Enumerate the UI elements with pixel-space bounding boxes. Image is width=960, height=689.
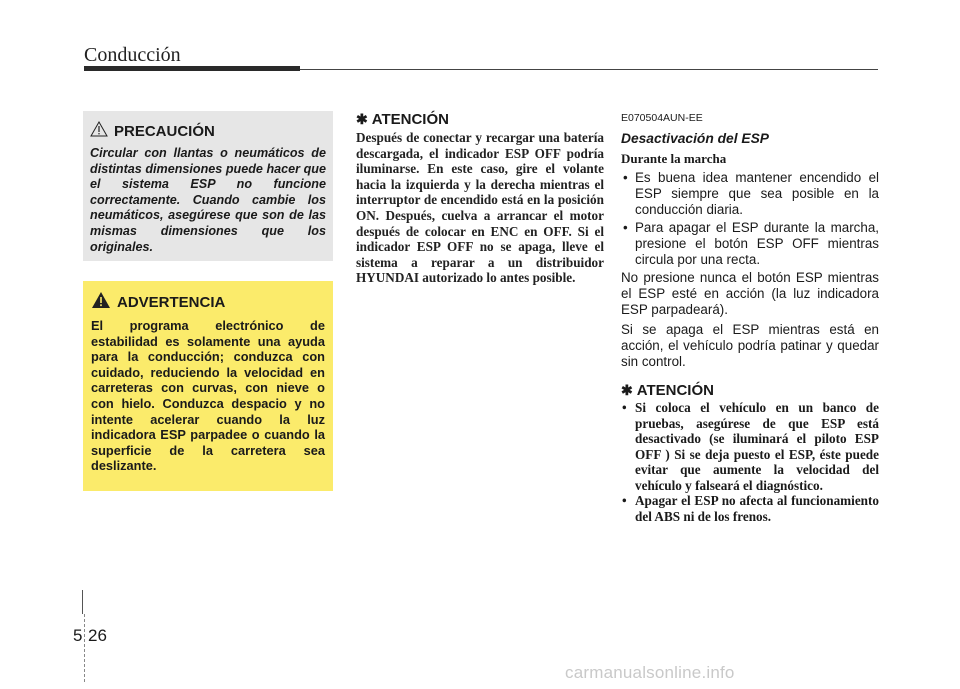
caution-outline-triangle-icon bbox=[90, 121, 108, 142]
caution-box bbox=[83, 111, 333, 261]
footer-divider bbox=[82, 590, 83, 614]
warning-filled-triangle-icon bbox=[91, 291, 111, 314]
star-cross-icon: ✱ bbox=[356, 111, 368, 127]
warning-header bbox=[91, 291, 325, 314]
watermark: carmanualsonline.info bbox=[565, 663, 735, 682]
esp-deactivation-section bbox=[621, 111, 879, 524]
footer-dashed-line bbox=[84, 614, 86, 682]
warning-text: El programa electrónico de estabilidad es solamente una ayuda para la conducción; conduzca con cuidado, reduciendo la velocidad en carreteras con curvas, con nieve o con hielo. Conduzca despacio y no intente acelerar cuando la luz indicadora ESP parpadee o cuando la superficie de la carretera sea deslizante. bbox=[91, 318, 325, 474]
attention-block-2 bbox=[621, 383, 879, 525]
header-rule bbox=[300, 69, 878, 70]
section-title: Conducción bbox=[84, 44, 181, 66]
star-cross-icon: ✱ bbox=[621, 381, 633, 398]
attention-block bbox=[356, 111, 604, 286]
section-number: 5 bbox=[73, 626, 83, 645]
warning-title: ADVERTENCIA bbox=[117, 294, 226, 311]
list-item: • Para apagar el ESP durante la marcha, presione el botón ESP OFF mientras circula por una recta. bbox=[621, 220, 879, 267]
caution-title: PRECAUCIÓN bbox=[114, 123, 215, 140]
attention-header bbox=[356, 111, 604, 128]
list-item: • Si coloca el vehículo en un banco de pruebas, asegúrese de que ESP está desactivado (se iluminará el piloto ESP OFF ) Si se deja puesto el ESP, éste puede evitar que aumente la velocidad del vehículo y falseará el diagnóstico. bbox=[621, 400, 879, 493]
attention-title: ATENCIÓN bbox=[371, 111, 449, 128]
attention-text: Después de conectar y recargar una batería descargada, el indicador ESP OFF podría iluminarse. En este caso, gire el volante hacia la izquierda y la derecha mientras el interruptor de encendido está en la posición ON. Después, cuelva a arrancar el motor después de colocar en ENC en OFF. Si el indicador ESP OFF no se apaga, lleve el sistema a reparar a un distribuidor HYUNDAI autorizado lo antes posible. bbox=[356, 130, 604, 286]
attention-list bbox=[621, 400, 879, 524]
section-subtitle: Desactivación del ESP bbox=[621, 130, 769, 146]
bullet-list bbox=[621, 170, 879, 267]
warning-box bbox=[83, 281, 333, 491]
attention-header-2 bbox=[621, 383, 879, 399]
caution-text: Circular con llantas o neumáticos de distintas dimensiones puede hacer que el sistema ESP no funcione correctamente. Cuando cambie los neumáticos, asegúrese que son de las mismas dimensiones que los originales. bbox=[90, 146, 326, 254]
caution-header bbox=[90, 121, 326, 142]
attention-title-2: ATENCIÓN bbox=[636, 381, 714, 399]
list-item: • Apagar el ESP no afecta al funcionamiento del ABS ni de los frenos. bbox=[621, 493, 879, 524]
paragraph: No presione nunca el botón ESP mientras el ESP esté en acción (la luz indicadora ESP parpadeará). bbox=[621, 270, 879, 317]
during-heading: Durante la marcha bbox=[621, 151, 727, 167]
list-item: • Es buena idea mantener encendido el ESP siempre que sea posible en la conducción diaria. bbox=[621, 170, 879, 217]
section-code: E070504AUN-EE bbox=[621, 112, 703, 124]
header-bar bbox=[84, 66, 300, 71]
page-number: 26 bbox=[88, 626, 107, 645]
paragraph: Si se apaga el ESP mientras está en acción, el vehículo podría patinar y quedar sin control. bbox=[621, 322, 879, 369]
